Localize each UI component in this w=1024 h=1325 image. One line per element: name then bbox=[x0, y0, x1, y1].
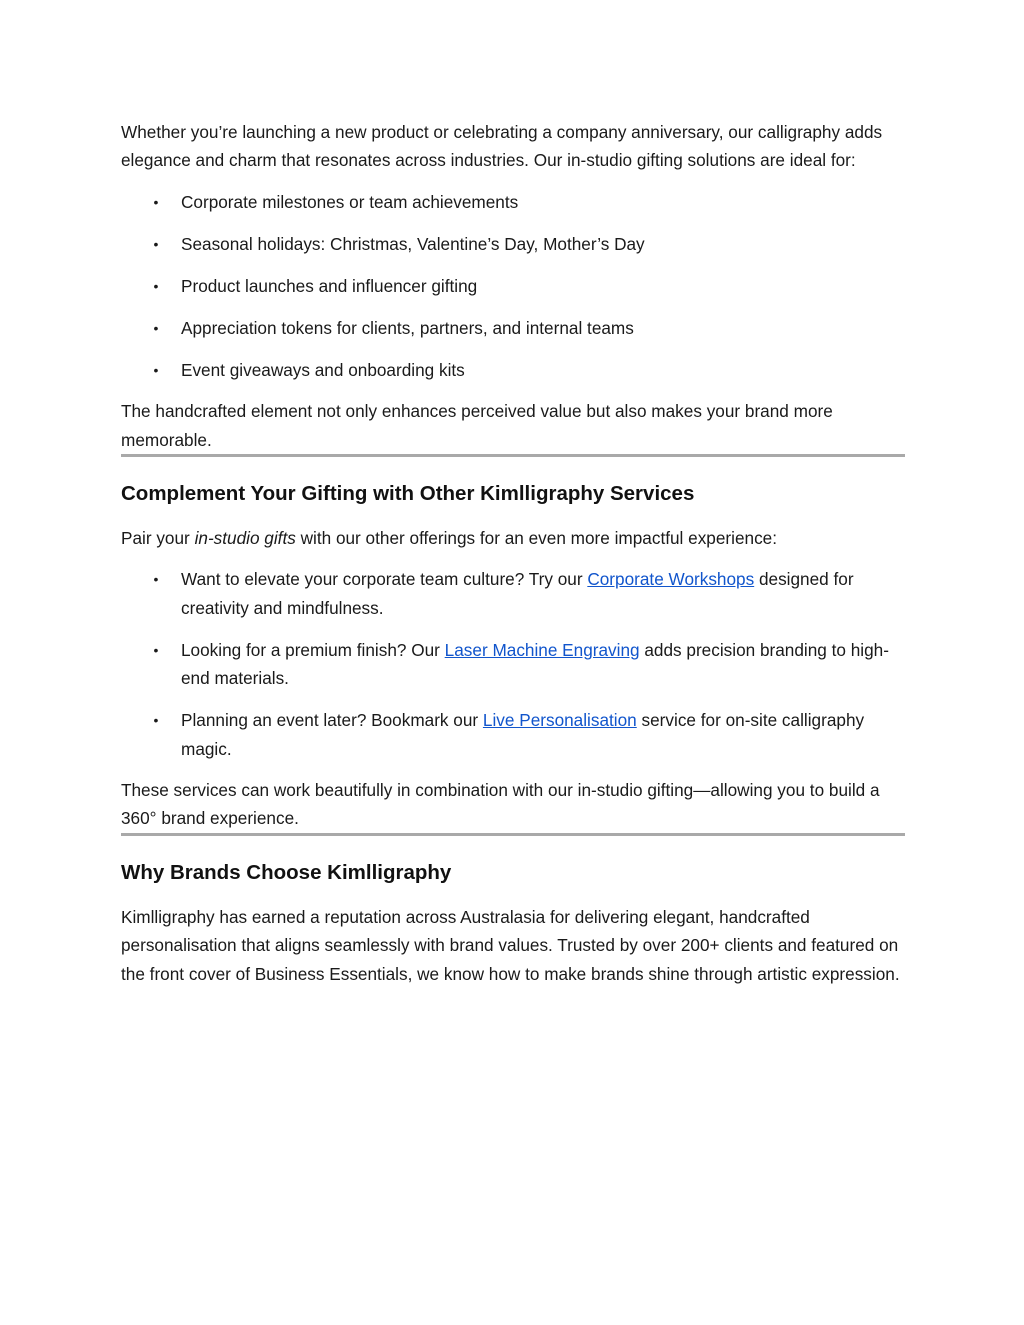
list-item-text: Product launches and influencer gifting bbox=[181, 275, 478, 296]
document-page bbox=[121, 118, 905, 988]
value-paragraph: The handcrafted element not only enhances perceived value but also makes your brand more memorable. bbox=[121, 401, 833, 450]
why-heading: Why Brands Choose Kimlligraphy bbox=[121, 860, 452, 884]
bullet-icon: • bbox=[153, 319, 159, 336]
list-item-text: Event giveaways and onboarding kits bbox=[181, 359, 465, 380]
list-item bbox=[121, 272, 905, 300]
pair-suffix: with our other offerings for an even more impactful experience: bbox=[295, 528, 778, 549]
intro-paragraph: Whether you’re launching a new product or celebrating a company anniversary, our calligraphy adds elegance and charm that resonates across industries. Our in-studio gifting solutions are ideal for: bbox=[121, 122, 883, 171]
list-item-text-after: service for on-site calligraphy magic. bbox=[181, 710, 865, 759]
list-item-text-after: adds precision branding to high-end materials. bbox=[181, 639, 889, 689]
corporate-workshops-link[interactable]: Corporate Workshops bbox=[587, 569, 755, 590]
list-item-text: Appreciation tokens for clients, partners, and internal teams bbox=[181, 317, 634, 338]
pair-prefix: Pair your bbox=[121, 528, 195, 549]
list-item bbox=[121, 230, 905, 258]
live-personalisation-link[interactable]: Live Personalisation bbox=[482, 710, 637, 731]
list-item-text-before: Want to elevate your corporate team culture? Try our bbox=[181, 569, 588, 590]
bullet-icon: • bbox=[153, 277, 159, 294]
list-item bbox=[121, 706, 905, 763]
list-item-text: Seasonal holidays: Christmas, Valentine’s Day, Mother’s Day bbox=[181, 233, 645, 254]
pair-paragraph bbox=[121, 524, 905, 552]
bullet-icon: • bbox=[153, 193, 159, 210]
list-item-text-before: Planning an event later? Bookmark our bbox=[181, 710, 483, 731]
bullet-icon: • bbox=[153, 712, 159, 729]
closing-paragraph: These services can work beautifully in combination with our in-studio gifting—allowing you to build a 360° brand experience. bbox=[121, 780, 880, 829]
list-item bbox=[121, 314, 905, 342]
list-item bbox=[121, 188, 905, 216]
list-item bbox=[121, 356, 905, 384]
bullet-icon: • bbox=[153, 235, 159, 252]
pair-emphasis: in-studio gifts bbox=[194, 528, 296, 549]
bullet-icon: • bbox=[153, 571, 159, 588]
why-paragraph: Kimlligraphy has earned a reputation across Australasia for delivering elegant, handcrafted personalisation that aligns seamlessly with brand values. Trusted by over 200+ clients and featured on the front cover of Business Essentials, we know how to make brands shine through artistic expression. bbox=[121, 906, 900, 984]
services-list bbox=[121, 565, 905, 763]
section-divider bbox=[121, 833, 905, 836]
list-item bbox=[121, 565, 905, 622]
list-item-text-after: designed for creativity and mindfulness. bbox=[181, 569, 854, 618]
complement-heading: Complement Your Gifting with Other Kimlligraphy Services bbox=[121, 482, 695, 506]
section-divider bbox=[121, 454, 905, 457]
bullet-icon: • bbox=[153, 361, 159, 378]
list-item-text: Corporate milestones or team achievements bbox=[181, 191, 519, 212]
bullet-icon: • bbox=[153, 641, 159, 658]
list-item-text-before: Looking for a premium finish? Our bbox=[181, 639, 445, 660]
list-item bbox=[121, 636, 905, 693]
ideal-for-list bbox=[121, 188, 905, 384]
laser-machine-engraving-link[interactable]: Laser Machine Engraving bbox=[444, 639, 640, 660]
